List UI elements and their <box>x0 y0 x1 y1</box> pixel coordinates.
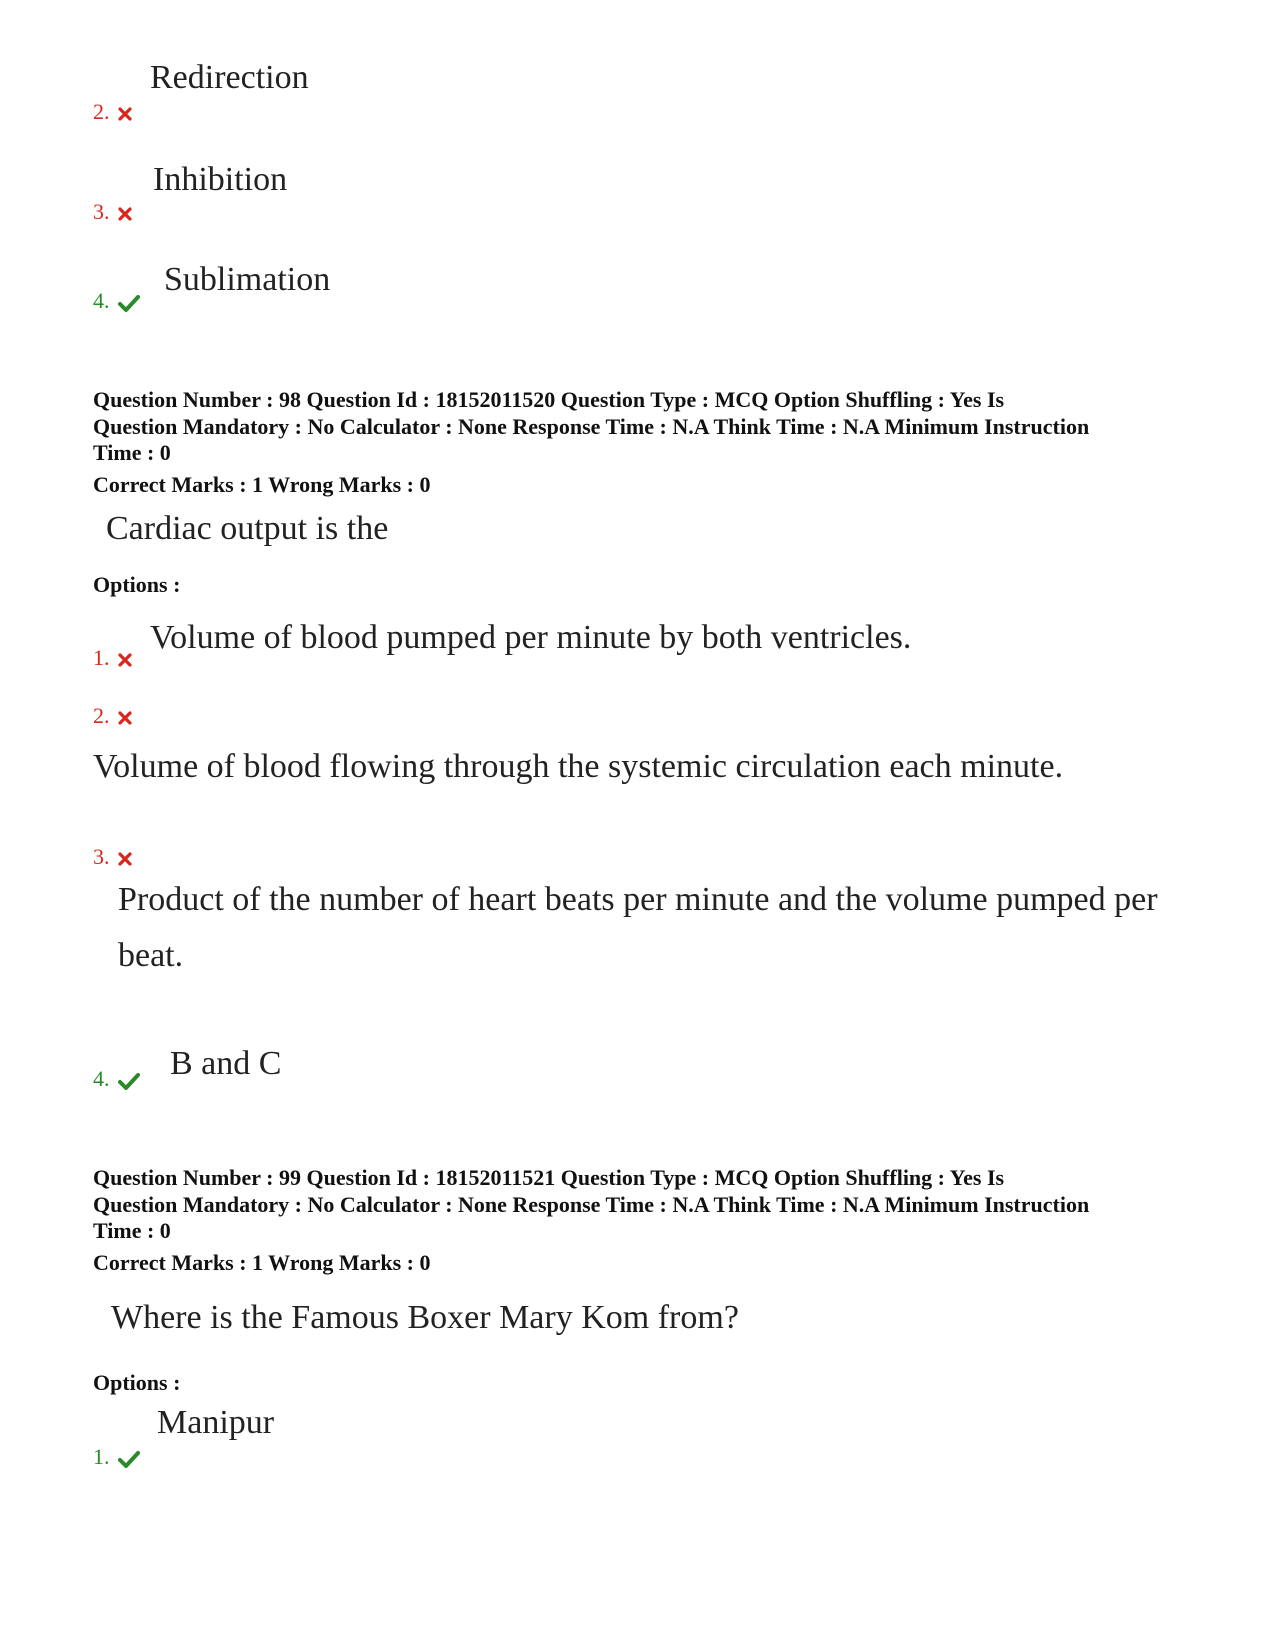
option-text: Redirection <box>150 59 309 96</box>
options-label: Options : <box>93 1370 181 1395</box>
cross-icon <box>118 207 132 221</box>
check-icon <box>118 294 140 312</box>
option-number: 4. <box>93 1066 140 1092</box>
cross-icon <box>118 107 132 121</box>
question-meta: Question Number : 98 Question Id : 18152011520 Question Type : MCQ Option Shuffling : Yes Is Question Mandatory : No Calculator : None Response Time : N.A Think Time : N.A Minimum Instruction Time : 0 <box>93 387 1090 465</box>
cross-icon <box>118 653 132 667</box>
cross-icon <box>118 852 132 866</box>
check-icon <box>118 1072 140 1090</box>
option-number: 1. <box>93 1444 140 1470</box>
option-number: 1. <box>93 645 132 671</box>
option-text: Volume of blood flowing through the systemic circulation each minute. <box>93 748 1064 785</box>
question-text: Where is the Famous Boxer Mary Kom from? <box>111 1299 739 1336</box>
option-text: Product of the number of heart beats per minute and the volume pumped per beat. <box>118 881 1158 974</box>
option-number: 3. <box>93 844 132 870</box>
option-text: Inhibition <box>153 161 288 198</box>
option-number: 4. <box>93 288 140 314</box>
option-text: Volume of blood pumped per minute by both ventricles. <box>150 619 912 656</box>
option-text: Manipur <box>157 1404 275 1441</box>
check-icon <box>118 1450 140 1468</box>
question-marks: Correct Marks : 1 Wrong Marks : 0 <box>93 472 431 497</box>
option-number: 2. <box>93 99 132 125</box>
question-meta: Question Number : 99 Question Id : 18152011521 Question Type : MCQ Option Shuffling : Yes Is Question Mandatory : No Calculator : None Response Time : N.A Think Time : N.A Minimum Instruction Time : 0 <box>93 1165 1090 1243</box>
options-label: Options : <box>93 572 181 597</box>
option-text: B and C <box>170 1045 282 1082</box>
option-number: 2. <box>93 703 132 729</box>
option-text: Sublimation <box>164 261 331 298</box>
question-text: Cardiac output is the <box>106 510 389 547</box>
option-number: 3. <box>93 199 132 225</box>
question-marks: Correct Marks : 1 Wrong Marks : 0 <box>93 1250 431 1275</box>
cross-icon <box>118 711 132 725</box>
